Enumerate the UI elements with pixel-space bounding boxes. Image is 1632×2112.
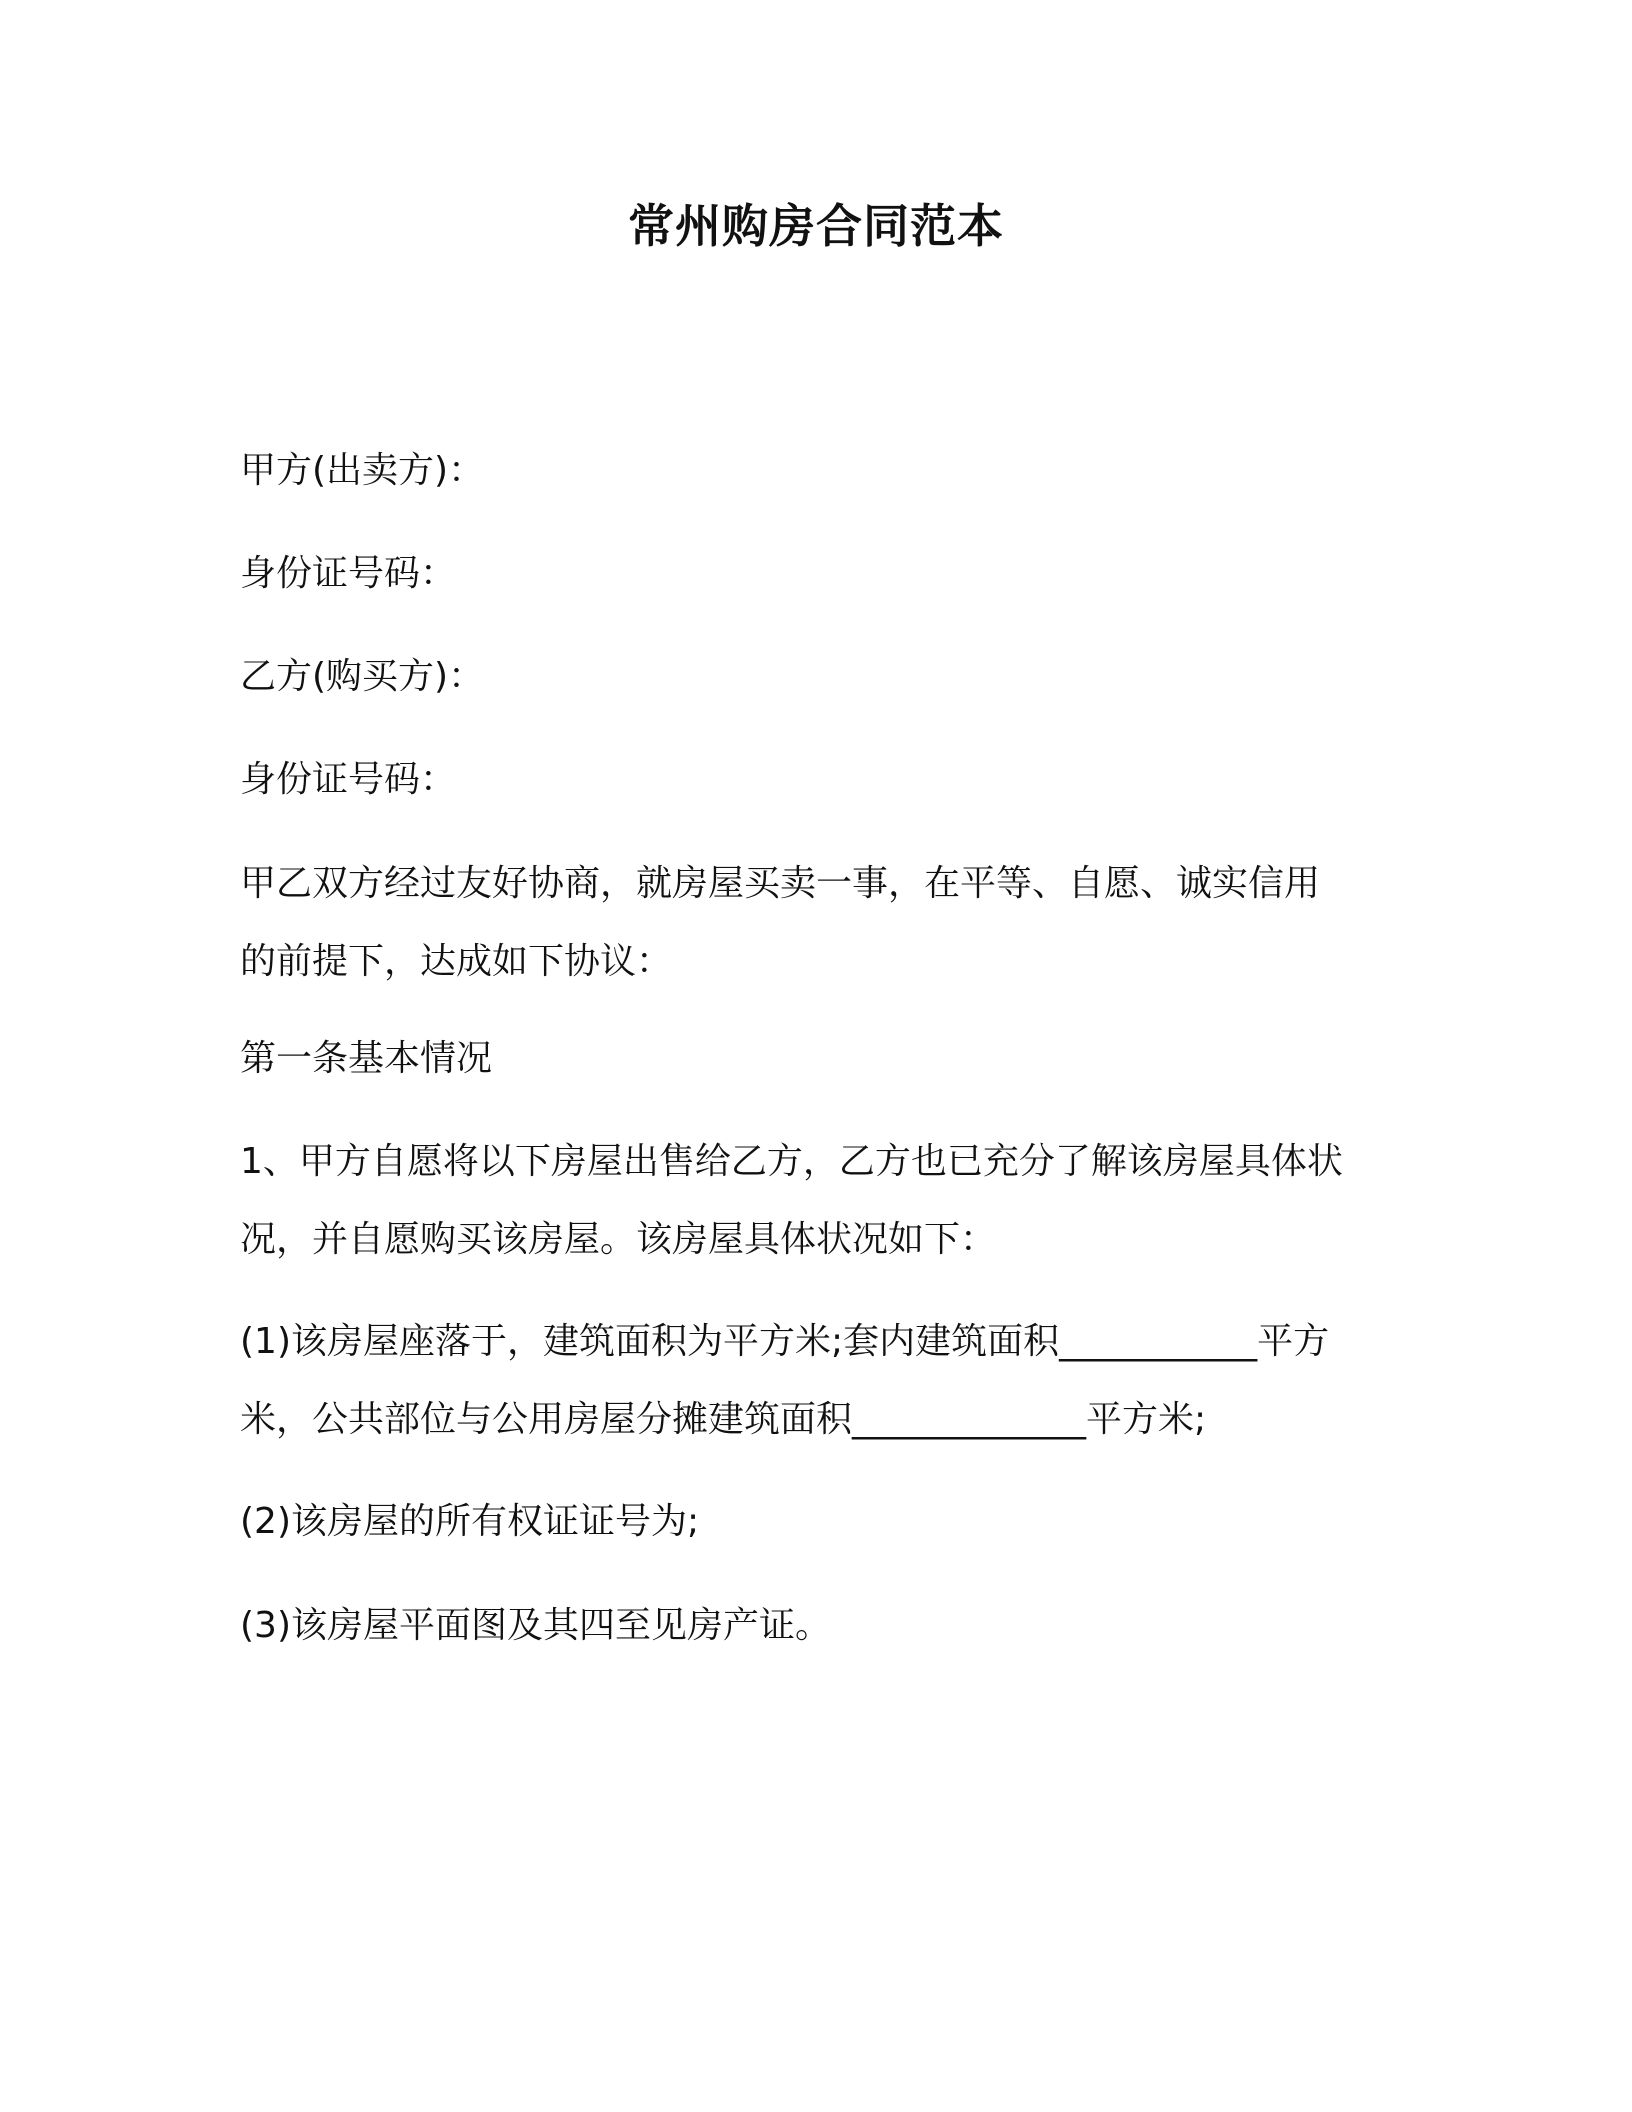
clause-line: 1、甲方自愿将以下房屋出售给乙方，乙方也已充分了解该房屋具体状 [240, 1141, 1343, 1182]
intro-line: 甲乙双方经过友好协商，就房屋买卖一事，在平等、自愿、诚实信用 [240, 863, 1321, 904]
clause-1-paragraph [240, 1123, 1410, 1279]
item-line: (1)该房屋座落于，建筑面积为平方米;套内建筑面积___________平方 [240, 1321, 1330, 1362]
intro-paragraph [240, 845, 1410, 1001]
party-b-line: 乙方(购买方)： [240, 656, 485, 697]
item-3-line: (3)该房屋平面图及其四至见房产证。 [240, 1605, 831, 1646]
party-a-line: 甲方(出卖方)： [240, 450, 485, 491]
document-title: 常州购房合同范本 [628, 199, 1004, 253]
clause-line: 况，并自愿购买该房屋。该房屋具体状况如下： [240, 1219, 997, 1260]
article-1-heading: 第一条基本情况 [240, 1038, 493, 1079]
intro-line: 的前提下，达成如下协议： [240, 941, 673, 982]
party-a-id-line: 身份证号码： [240, 553, 457, 594]
item-2-line: (2)该房屋的所有权证证号为; [240, 1501, 700, 1542]
item-line: 米，公共部位与公用房屋分摊建筑面积_____________平方米; [240, 1399, 1207, 1440]
item-1-paragraph [240, 1303, 1410, 1459]
party-b-id-line: 身份证号码： [240, 759, 457, 800]
